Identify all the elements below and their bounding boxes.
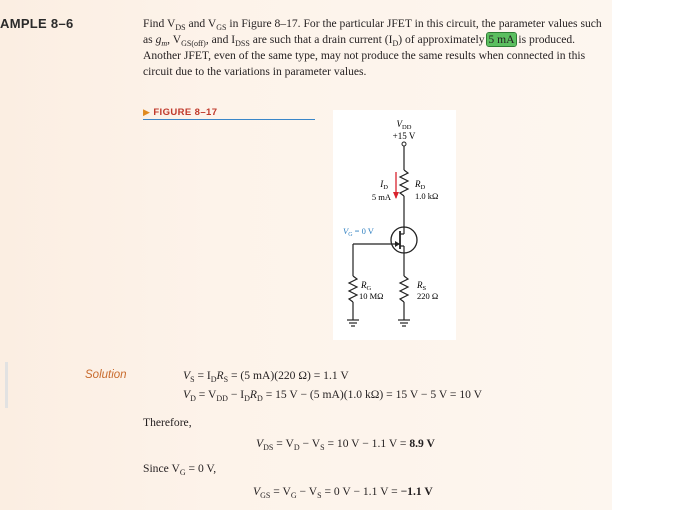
example-heading: AMPLE 8–6 bbox=[0, 16, 74, 31]
since-text: Since $V_G = 0$ V, bbox=[143, 462, 217, 477]
equation-vs: $V_S = I_DR_S = (5$ mA)(220 Ω) = 1.1 V bbox=[183, 369, 349, 384]
subscript: GS bbox=[216, 23, 227, 32]
rg-value: 10 MΩ bbox=[359, 291, 384, 301]
play-triangle-icon: ▶ bbox=[143, 107, 151, 117]
current-arrowhead-icon bbox=[393, 192, 399, 199]
problem-text: , V bbox=[167, 33, 182, 46]
jfet-circuit-diagram bbox=[333, 110, 456, 340]
rs-label: $R_S$ bbox=[417, 280, 427, 292]
problem-text: Find V bbox=[143, 17, 176, 30]
figure-caption-text: FIGURE 8–17 bbox=[153, 107, 218, 118]
rd-value: 1.0 kΩ bbox=[415, 191, 439, 201]
problem-text: and V bbox=[185, 17, 217, 30]
solution-label: Solution bbox=[85, 369, 127, 381]
subscript: DSS bbox=[235, 39, 250, 48]
rg-resistor bbox=[349, 276, 357, 302]
vds-result: 8.9 V bbox=[409, 437, 435, 450]
vdd-label: $V_{DD}$ bbox=[396, 119, 412, 131]
gm-symbol: g bbox=[155, 33, 162, 46]
bottom-whitespace bbox=[0, 510, 700, 526]
subscript: D bbox=[392, 39, 399, 48]
rd-label: $R_D$ bbox=[415, 179, 426, 191]
figure-caption bbox=[143, 107, 315, 120]
id-label: $I_D$ bbox=[380, 179, 388, 191]
ground-icon bbox=[347, 320, 359, 326]
ground-icon bbox=[398, 320, 410, 326]
rs-resistor bbox=[400, 276, 408, 302]
subscript: DS bbox=[175, 23, 186, 32]
subscript: m bbox=[161, 39, 168, 48]
id-value: 5 mA bbox=[371, 192, 391, 202]
vgs-result: −1.1 V bbox=[400, 485, 433, 498]
margin-marker bbox=[5, 362, 8, 408]
equation-vds: $V_{DS} = V_D - V_S = 10$ V − 1.1 V = 8.9 V bbox=[256, 437, 435, 452]
rd-resistor bbox=[400, 170, 408, 196]
circuit-figure bbox=[333, 110, 456, 340]
problem-text: are such that a drain current (I bbox=[249, 33, 393, 46]
problem-text: in Figure 8–17. For the particular JFET in this circuit, the parameter values such as bbox=[143, 17, 602, 46]
problem-statement bbox=[143, 16, 603, 80]
vdd-terminal bbox=[402, 142, 406, 146]
vdd-value: +15 V bbox=[392, 131, 416, 141]
rg-label: $R_G$ bbox=[361, 280, 372, 292]
equation-vgs: $V_{GS} = V_G - V_S = 0$ V − 1.1 V = −1.1 V bbox=[253, 485, 433, 500]
equation-vd: $V_D = V_{DD} - I_DR_D = 15$ V − (5 mA)(1.0 kΩ) = 15 V − 5 V = 10 V bbox=[183, 388, 483, 403]
highlighted-text[interactable]: 5 mA bbox=[488, 33, 515, 46]
subscript: GS(off) bbox=[181, 39, 206, 48]
vg-label: $V_G = 0$ V bbox=[343, 226, 374, 238]
rs-value: 220 Ω bbox=[417, 291, 439, 301]
problem-text: is produced. Another JFET, even of the same type, may not produce the same results when connected in this circuit due to the variations in parameter values. bbox=[143, 33, 586, 78]
therefore-text: Therefore, bbox=[143, 416, 192, 429]
problem-text: ) of approximately bbox=[398, 33, 488, 46]
problem-text: , and I bbox=[205, 33, 236, 46]
